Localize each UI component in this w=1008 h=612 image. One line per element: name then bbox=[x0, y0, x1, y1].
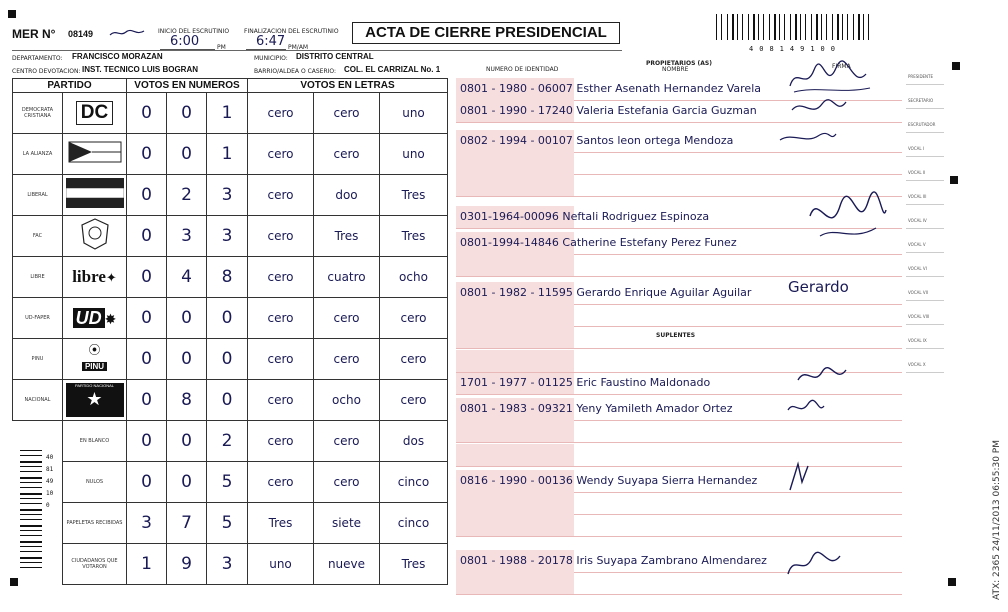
vote-word: cero bbox=[380, 380, 448, 421]
vote-digit: 5 bbox=[207, 462, 248, 503]
vote-word: cinco bbox=[380, 462, 448, 503]
vote-word: cero bbox=[380, 298, 448, 339]
vote-digit: 3 bbox=[207, 175, 248, 216]
barcode-bar bbox=[20, 493, 42, 495]
nacional-logo: PARTIDO NACIONAL bbox=[75, 383, 114, 388]
departamento-label: DEPARTAMENTO: bbox=[12, 55, 63, 62]
dc-logo: DC bbox=[76, 101, 113, 125]
party-label: CIUDADANOS QUE VOTARON bbox=[63, 544, 127, 585]
party-logo-cell bbox=[63, 339, 127, 380]
signature-3 bbox=[778, 126, 838, 155]
municipio-value: DISTRITO CENTRAL bbox=[296, 52, 374, 61]
vote-digit: 0 bbox=[207, 380, 248, 421]
header-barcode bbox=[716, 14, 874, 53]
role-label: VOCAL X bbox=[908, 362, 926, 367]
barcode-bar bbox=[20, 557, 42, 559]
vote-word: Tres bbox=[380, 175, 448, 216]
vote-digit: 2 bbox=[167, 175, 207, 216]
vote-word: siete bbox=[314, 503, 380, 544]
vote-digit: 1 bbox=[207, 93, 248, 134]
barcode-bar bbox=[758, 14, 759, 40]
vote-word: nueve bbox=[314, 544, 380, 585]
inicio-label: INICIO DEL ESCRUTINIO bbox=[158, 28, 230, 35]
reg-mark-bottom-right bbox=[948, 578, 956, 586]
member-id-name: 0801 - 1983 - 09321 Yeny Yamileth Amador Ortez bbox=[460, 402, 733, 415]
barcode-bar bbox=[774, 14, 776, 40]
barcode-bar bbox=[20, 567, 42, 568]
role-label: VOCAL VIII bbox=[908, 314, 930, 319]
role-line bbox=[906, 276, 944, 277]
vote-word: Tres bbox=[380, 544, 448, 585]
barcode-bar bbox=[863, 14, 864, 40]
barcode-bar bbox=[769, 14, 770, 40]
member-id-name: 0802 - 1994 - 00107 Santos leon ortega Mendoza bbox=[460, 134, 734, 147]
vote-row bbox=[13, 339, 448, 380]
vote-word: uno bbox=[248, 544, 314, 585]
vote-row bbox=[13, 134, 448, 175]
role-label: VOCAL VI bbox=[908, 266, 927, 271]
vote-digit: 4 bbox=[167, 257, 207, 298]
vote-digit: 0 bbox=[127, 93, 167, 134]
role-line bbox=[906, 132, 944, 133]
vote-word: Tres bbox=[248, 503, 314, 544]
barcode-bar bbox=[20, 487, 42, 488]
barcode-bar bbox=[20, 498, 42, 499]
signature-2 bbox=[790, 96, 850, 125]
vote-word: cero bbox=[314, 134, 380, 175]
role-label: VOCAL IV bbox=[908, 218, 927, 223]
timestamp-stamp: ATX: 2365 24/11/2013 06:55:30 PM bbox=[992, 440, 1002, 600]
barcode-bar bbox=[20, 535, 42, 536]
vote-digit: 3 bbox=[127, 503, 167, 544]
barcode-bar bbox=[853, 14, 854, 40]
reg-mark-top-left bbox=[8, 10, 16, 18]
signature-5-text: Gerardo bbox=[788, 278, 849, 296]
votos-letras-header: VOTOS EN LETRAS bbox=[248, 79, 448, 93]
barcode-bar bbox=[20, 450, 42, 451]
barcode-bar bbox=[20, 525, 42, 527]
vote-digit: 0 bbox=[167, 93, 207, 134]
vote-row bbox=[13, 380, 448, 421]
barcode-bar bbox=[20, 471, 42, 472]
vote-word: Tres bbox=[380, 216, 448, 257]
member-id-name: 0801 - 1988 - 20178 Iris Suyapa Zambrano Almendarez bbox=[460, 554, 767, 567]
ud-logo: UD bbox=[73, 308, 105, 328]
municipio-label: MUNICIPIO: bbox=[254, 55, 288, 62]
party-logo-cell bbox=[63, 93, 127, 134]
star-icon: ✦ bbox=[105, 270, 117, 285]
party-logo-cell bbox=[63, 216, 127, 257]
vote-word: cero bbox=[314, 421, 380, 462]
empty-member-row bbox=[456, 254, 902, 277]
barcode-bar bbox=[753, 14, 755, 40]
party-logo-cell bbox=[63, 175, 127, 216]
party-label: UD-FAPER bbox=[13, 298, 63, 339]
final-label: FINALIZACION DEL ESCRUTINIO bbox=[244, 28, 339, 35]
barcode-bar bbox=[763, 14, 764, 40]
party-label: NACIONAL bbox=[13, 380, 63, 421]
inicio-suffix: PM bbox=[217, 44, 226, 51]
vote-digit: 0 bbox=[207, 298, 248, 339]
role-line bbox=[906, 324, 944, 325]
barcode-bar bbox=[20, 477, 42, 479]
party-logo-cell bbox=[63, 298, 127, 339]
vote-word: cero bbox=[248, 93, 314, 134]
vote-digit: 0 bbox=[127, 421, 167, 462]
vote-word: cero bbox=[314, 298, 380, 339]
vote-digit: 7 bbox=[167, 503, 207, 544]
barcode-bar bbox=[826, 14, 827, 40]
vote-row bbox=[13, 93, 448, 134]
vote-digit: 0 bbox=[127, 175, 167, 216]
barcode-bar bbox=[20, 519, 42, 520]
vote-digit: 1 bbox=[207, 134, 248, 175]
barcode-bar bbox=[20, 541, 42, 543]
header-rule bbox=[12, 50, 622, 51]
vote-digit: 1 bbox=[127, 544, 167, 585]
role-label: SECRETARIO bbox=[908, 98, 934, 103]
vote-word: cero bbox=[314, 93, 380, 134]
pinu-logo: PINU bbox=[82, 362, 107, 371]
role-label: ESCRUTADOR bbox=[908, 122, 936, 127]
vote-digit: 3 bbox=[167, 216, 207, 257]
party-label: PINU bbox=[13, 339, 63, 380]
signature-4 bbox=[806, 186, 890, 251]
barcode-bar bbox=[779, 14, 780, 40]
barcode-bar bbox=[800, 14, 801, 40]
barcode-bar bbox=[716, 14, 717, 40]
vote-row bbox=[13, 298, 448, 339]
barcode-bar bbox=[20, 530, 42, 531]
vote-word: cinco bbox=[380, 503, 448, 544]
centro-value: INST. TECNICO LUIS BOGRAN bbox=[82, 65, 199, 74]
vote-word: cero bbox=[248, 175, 314, 216]
vote-word: Tres bbox=[314, 216, 380, 257]
votos-numeros-header: VOTOS EN NUMEROS bbox=[127, 79, 248, 93]
party-label: FAC bbox=[13, 216, 63, 257]
vote-row bbox=[13, 216, 448, 257]
barcode-bar bbox=[821, 14, 822, 40]
vote-word: cero bbox=[248, 421, 314, 462]
final-time: 6:47 bbox=[256, 34, 286, 49]
centro-label: CENTRO DEVOTACION: bbox=[12, 68, 81, 75]
barcode-bar bbox=[20, 551, 42, 552]
vote-digit: 0 bbox=[127, 257, 167, 298]
vote-digit: 0 bbox=[127, 298, 167, 339]
document-title: ACTA DE CIERRE PRESIDENCIAL bbox=[352, 22, 620, 44]
empty-member-row bbox=[456, 492, 902, 515]
barcode-bar bbox=[20, 455, 42, 456]
member-row bbox=[456, 470, 902, 493]
barcode-bar bbox=[832, 14, 833, 40]
vote-digit: 8 bbox=[207, 257, 248, 298]
vote-word: cero bbox=[248, 462, 314, 503]
barcode-bar bbox=[20, 461, 42, 463]
inicio-time: 6:00 bbox=[170, 34, 200, 49]
barcode-bar bbox=[868, 14, 869, 40]
signature-6 bbox=[796, 362, 848, 393]
signature-9 bbox=[784, 546, 844, 587]
vote-word: cero bbox=[248, 257, 314, 298]
empty-member-row bbox=[456, 304, 902, 327]
vote-digit: 9 bbox=[167, 544, 207, 585]
vote-word: dos bbox=[380, 421, 448, 462]
member-id-name: 1701 - 1977 - 01125 Eric Faustino Maldonado bbox=[460, 376, 711, 389]
vote-row bbox=[13, 544, 448, 585]
barcode-bar bbox=[811, 14, 812, 40]
reg-mark-bottom-left bbox=[10, 578, 18, 586]
vote-digit: 0 bbox=[127, 380, 167, 421]
party-label: LA ALIANZA bbox=[13, 134, 63, 175]
barcode-bar bbox=[748, 14, 749, 40]
role-line bbox=[906, 300, 944, 301]
vote-word: cero bbox=[314, 339, 380, 380]
barcode-bar bbox=[20, 482, 42, 483]
party-label: DEMOCRATA CRISTIANA bbox=[13, 93, 63, 134]
identidad-label: NUMERO DE IDENTIDAD bbox=[486, 66, 559, 73]
vote-digit: 0 bbox=[207, 339, 248, 380]
vote-word: cero bbox=[248, 298, 314, 339]
mer-number: 08149 bbox=[68, 29, 94, 39]
final-suffix: PM/AM bbox=[288, 44, 309, 51]
partido-header: PARTIDO bbox=[13, 79, 127, 93]
role-line bbox=[906, 156, 944, 157]
star-icon: ★ bbox=[86, 389, 103, 409]
vote-digit: 0 bbox=[167, 421, 207, 462]
member-row bbox=[456, 398, 902, 421]
empty-member-row bbox=[456, 420, 902, 443]
votes-table bbox=[12, 78, 448, 585]
role-line bbox=[906, 180, 944, 181]
vote-digit: 0 bbox=[167, 298, 207, 339]
barcode-bar bbox=[784, 14, 785, 40]
vote-digit: 0 bbox=[167, 462, 207, 503]
role-line bbox=[906, 84, 944, 85]
role-label: VOCAL V bbox=[908, 242, 926, 247]
liberal-flag-icon bbox=[66, 178, 124, 208]
vote-word: cero bbox=[248, 339, 314, 380]
member-id-name: 0801 - 1980 - 06007 Esther Asenath Hernandez Varela bbox=[460, 82, 762, 95]
barcode-bar bbox=[20, 509, 42, 511]
vote-word: ocho bbox=[380, 257, 448, 298]
barcode-bar bbox=[20, 466, 42, 467]
role-label: PRESIDENTE bbox=[908, 74, 934, 79]
departamento-value: FRANCISCO MORAZAN bbox=[72, 52, 163, 61]
member-id-name: 0816 - 1990 - 00136 Wendy Suyapa Sierra Hernandez bbox=[460, 474, 758, 487]
party-label: PAPELETAS RECIBIDAS bbox=[63, 503, 127, 544]
barcode-bar bbox=[816, 14, 818, 40]
empty-member-row bbox=[456, 444, 902, 467]
sun-icon: ✸ bbox=[104, 310, 117, 327]
vote-word: cero bbox=[248, 134, 314, 175]
member-id-name: 0801-1994-14846 Catherine Estefany Perez Funez bbox=[460, 236, 737, 249]
mer-signature bbox=[108, 26, 148, 44]
role-line bbox=[906, 372, 944, 373]
party-logo-cell bbox=[63, 134, 127, 175]
party-label: EN BLANCO bbox=[63, 421, 127, 462]
barcode-bar bbox=[20, 562, 42, 563]
signature-8 bbox=[784, 460, 814, 499]
role-line bbox=[906, 204, 944, 205]
vote-digit: 8 bbox=[167, 380, 207, 421]
party-label: LIBERAL bbox=[13, 175, 63, 216]
barcode-bar bbox=[727, 14, 728, 40]
barcode-bar bbox=[790, 14, 791, 40]
sidebar-barcode bbox=[20, 450, 42, 572]
role-label: VOCAL I bbox=[908, 146, 925, 151]
vote-word: doo bbox=[314, 175, 380, 216]
barcode-bar bbox=[858, 14, 860, 40]
barcode-bar bbox=[842, 14, 843, 40]
vote-digit: 0 bbox=[167, 134, 207, 175]
member-id-name: 0801 - 1982 - 11595 Gerardo Enrique Aguilar Aguilar bbox=[460, 286, 752, 299]
sidebar-barcode-number: 408149100 bbox=[46, 454, 54, 509]
header-barcode-number: 408149100 bbox=[749, 45, 841, 53]
vote-digit: 0 bbox=[127, 134, 167, 175]
barcode-bar bbox=[721, 14, 722, 40]
barcode-bar bbox=[795, 14, 797, 40]
role-line bbox=[906, 252, 944, 253]
vote-word: ocho bbox=[314, 380, 380, 421]
vote-row bbox=[13, 257, 448, 298]
barrio-value: COL. EL CARRIZAL No. 1 bbox=[344, 65, 441, 74]
role-line bbox=[906, 228, 944, 229]
role-label: VOCAL III bbox=[908, 194, 927, 199]
vote-digit: 2 bbox=[207, 421, 248, 462]
role-label: VOCAL VII bbox=[908, 290, 928, 295]
libre-logo: libre bbox=[72, 267, 106, 286]
alianza-flag-icon bbox=[68, 140, 122, 164]
role-label: VOCAL II bbox=[908, 170, 926, 175]
vote-digit: 5 bbox=[207, 503, 248, 544]
vote-row bbox=[13, 462, 448, 503]
party-logo-cell bbox=[63, 380, 127, 421]
vote-word: uno bbox=[380, 93, 448, 134]
vote-digit: 3 bbox=[207, 544, 248, 585]
party-logo-cell bbox=[63, 257, 127, 298]
role-label: VOCAL IX bbox=[908, 338, 927, 343]
fac-emblem-icon bbox=[80, 217, 110, 251]
reg-mark-mid-right bbox=[950, 176, 958, 184]
vote-word: cero bbox=[248, 380, 314, 421]
vote-digit: 0 bbox=[127, 216, 167, 257]
vote-word: cero bbox=[314, 462, 380, 503]
barcode-bar bbox=[732, 14, 734, 40]
barcode-bar bbox=[837, 14, 839, 40]
vote-digit: 0 bbox=[127, 462, 167, 503]
reg-mark-top-right bbox=[952, 62, 960, 70]
barcode-bar bbox=[20, 514, 42, 515]
vote-row bbox=[13, 175, 448, 216]
vote-word: cero bbox=[248, 216, 314, 257]
barcode-bar bbox=[805, 14, 806, 40]
barcode-bar bbox=[742, 14, 743, 40]
party-label: LIBRE bbox=[13, 257, 63, 298]
barcode-bar bbox=[20, 546, 42, 547]
vote-word: uno bbox=[380, 134, 448, 175]
pinu-icon: ⦿ bbox=[88, 343, 101, 357]
mer-label: MER N° bbox=[12, 27, 56, 41]
barcode-bar bbox=[20, 503, 42, 504]
nombre-label: NOMBRE bbox=[662, 66, 689, 73]
vote-word: cero bbox=[380, 339, 448, 380]
signature-7 bbox=[786, 398, 826, 423]
propietarios-label: PROPIETARIOS (AS) bbox=[646, 60, 712, 67]
vote-word: cuatro bbox=[314, 257, 380, 298]
vote-digit: 3 bbox=[207, 216, 248, 257]
vote-digit: 0 bbox=[127, 339, 167, 380]
vote-digit: 0 bbox=[167, 339, 207, 380]
role-line bbox=[906, 348, 944, 349]
vote-row bbox=[13, 421, 448, 462]
empty-member-row bbox=[456, 152, 902, 175]
barcode-bar bbox=[737, 14, 738, 40]
role-line bbox=[906, 108, 944, 109]
firma-label: FIRMA bbox=[832, 63, 851, 70]
member-id-name: 0801 - 1990 - 17240 Valeria Estefania Garcia Guzman bbox=[460, 104, 757, 117]
barrio-label: BARRIO/ALDEA O CASERIO: bbox=[254, 68, 337, 75]
vote-row bbox=[13, 503, 448, 544]
party-label: NULOS bbox=[63, 462, 127, 503]
barcode-bar bbox=[847, 14, 848, 40]
suplentes-label: SUPLENTES bbox=[656, 332, 696, 339]
member-id-name: 0301-1964-00096 Neftali Rodriguez Espinoza bbox=[460, 210, 710, 223]
empty-member-row bbox=[456, 514, 902, 537]
